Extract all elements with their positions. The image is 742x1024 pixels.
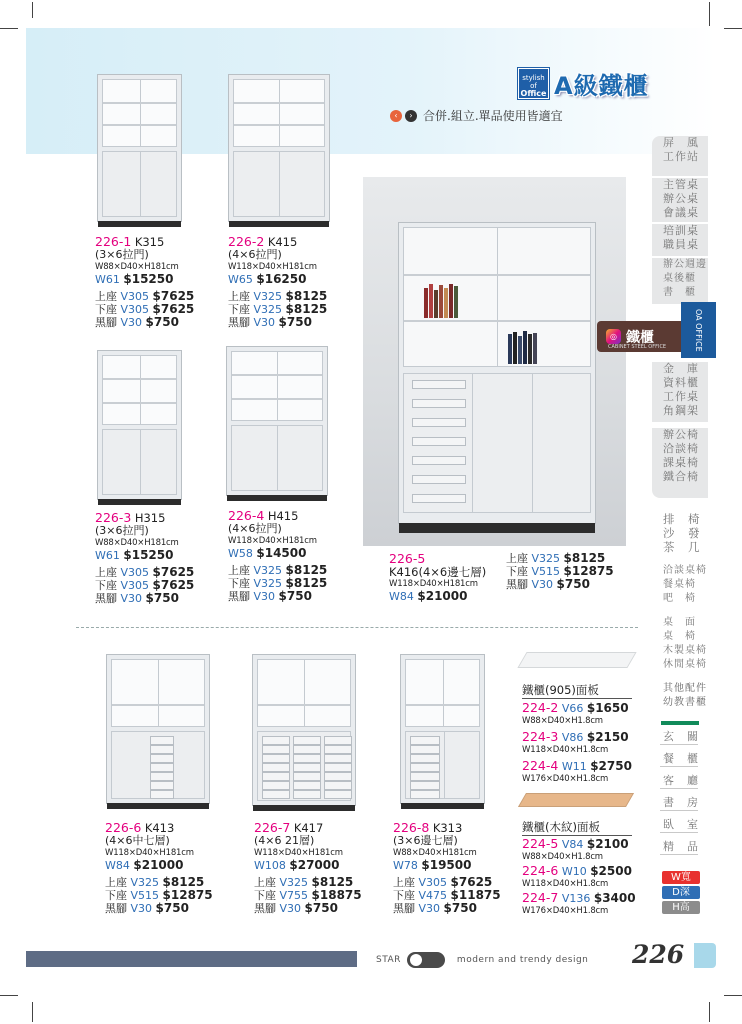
base-code: V325 [253,303,283,316]
panel-price: $2500 [590,864,632,878]
base-price: $750 [304,901,338,915]
sidebar-item[interactable]: 洽談椅 [663,442,699,455]
base-code: V755 [279,889,309,902]
base-code: V30 [253,590,276,603]
cabinet-image-226-7 [252,654,356,806]
panel-code: 224-2 [522,700,559,715]
product-226-1 [95,236,194,329]
panel-price-code: V66 [561,702,584,715]
product-model: K313 [432,821,463,835]
chevron-right-icon[interactable]: › [405,110,417,122]
base-price: $8125 [285,289,328,303]
base-label: 上座 [105,876,127,889]
base-code: V305 [418,876,448,889]
sidebar-item-label[interactable]: 玄 關 [663,730,699,743]
sidebar-section[interactable] [652,362,708,422]
panel-price-code: V86 [561,731,584,744]
tab-oa-office[interactable]: OA OFFICE [681,302,716,358]
panel-image-iron [517,652,636,668]
sidebar-section[interactable] [652,564,708,612]
legend-height: H高 [662,901,700,914]
product-desc: (4×6拉門) [228,522,282,535]
panel-dim: W176×D40×H1.8cm [522,906,609,916]
price-code: W84 [389,590,414,603]
base-price: $8125 [285,576,328,590]
sidebar-item[interactable] [652,774,708,788]
base-label: 下座 [228,303,250,316]
sidebar-item[interactable]: 鐵合椅 [663,470,699,483]
product-dim: W118×D40×H181cm [105,848,194,858]
sidebar-rule [660,788,698,789]
sidebar-item[interactable]: 沙 發 [663,526,701,540]
sidebar-item[interactable]: 培訓桌 [663,224,699,237]
price-code: W58 [228,547,253,560]
panel-price-code: V136 [561,892,591,905]
badge-label: 鐵櫃 [626,329,654,346]
product-desc: (3×6拉門) [95,524,149,537]
price: $21000 [133,858,184,872]
base-price: $750 [556,577,590,591]
price-code: W65 [228,273,253,286]
cabinet-image-226-3 [97,350,182,500]
sidebar-item[interactable]: 書 櫃 [663,287,696,298]
panel-code: 224-7 [522,890,559,905]
sidebar-item[interactable]: 餐桌椅 [663,579,696,590]
price: $16250 [256,272,307,286]
base-price: $8125 [311,875,354,889]
price: $21000 [417,589,468,603]
panel-code: 224-3 [522,729,559,744]
panel-dim: W88×D40×H1.8cm [522,852,603,862]
base-price: $8125 [285,563,328,577]
base-label: 上座 [228,290,250,303]
badge-sublabel: CABINET STEEL OFFICE [608,344,667,350]
sidebar-item[interactable]: 工作站 [663,150,699,163]
cabinet-image-226-4 [226,346,328,496]
panel-list-iron [522,684,632,785]
price-code: W78 [393,859,418,872]
sidebar-section[interactable] [652,136,708,176]
logo-line: Office [520,89,547,98]
panel-list-title: 鐵櫃(905)面板 [522,684,632,699]
base-label: 上座 [393,876,415,889]
product-dim: W88×D40×H181cm [95,262,179,272]
panel-list-title: 鐵櫃(木紋)面板 [522,821,632,836]
sidebar-item-label[interactable]: 臥 室 [663,818,699,831]
sidebar-item[interactable]: 角鋼架 [663,404,699,417]
base-label: 下座 [506,565,528,578]
product-code: 226-3 [95,510,132,525]
sidebar-section[interactable] [652,616,708,676]
sidebar-item[interactable]: 排 椅 [663,512,701,526]
product-code: 226-4 [228,508,265,523]
price: $27000 [289,858,340,872]
base-label: 上座 [228,564,250,577]
base-price: $750 [145,315,179,329]
base-label: 上座 [95,290,117,303]
base-price: $7625 [152,565,195,579]
product-model: K315 [134,235,165,249]
sidebar-item[interactable]: 桌後櫃 [663,273,696,284]
product-226-2 [228,236,327,329]
base-code: V325 [253,577,283,590]
base-price: $8125 [162,875,205,889]
base-label: 下座 [254,889,276,902]
product-desc: (3×6拉門) [95,248,149,261]
base-code: V325 [531,552,561,565]
cabinet-image-226-2 [228,74,330,222]
price: $14500 [256,546,307,560]
base-label: 下座 [95,303,117,316]
cabinet-image-226-1 [97,74,182,222]
sidebar-item[interactable]: 金 庫 [663,362,699,375]
product-226-6 [105,822,213,915]
product-226-5-bases [506,552,614,591]
panel-image-wood [518,793,634,807]
base-price: $750 [145,591,179,605]
sidebar-item[interactable]: 辦公椅 [663,428,699,441]
cabinet-image-226-8 [400,654,485,804]
product-226-7 [254,822,362,915]
panel-price: $2150 [586,730,629,744]
base-price: $12875 [563,564,614,578]
sidebar-divider [661,721,699,725]
base-price: $750 [278,589,312,603]
sidebar-item[interactable]: 休閒桌椅 [663,659,707,670]
base-label: 上座 [506,552,528,565]
sidebar-item-label[interactable]: 精 品 [663,840,699,853]
footer [376,952,588,968]
base-label: 下座 [393,889,415,902]
sidebar-item[interactable]: 屏 風 [663,136,699,149]
product-model: H315 [134,511,166,525]
base-price: $750 [155,901,189,915]
base-code: V30 [130,902,153,915]
sidebar-rule [660,854,698,855]
price-code: W61 [95,273,120,286]
panel-dim: W88×D40×H1.8cm [522,716,603,726]
sidebar-item[interactable]: 主管桌 [663,178,699,191]
product-226-3 [95,512,194,605]
panel-price-code: W10 [561,865,587,878]
sidebar-item[interactable]: 會議桌 [663,206,699,219]
product-dim: W88×D40×H181cm [95,538,179,548]
sidebar-item[interactable]: 桌 椅 [663,631,696,642]
toggle-icon[interactable] [407,952,445,968]
sidebar-section[interactable] [652,258,708,304]
page-tab [694,943,716,968]
product-desc: (4×6中七層) [105,834,170,847]
price-code: W108 [254,859,286,872]
panel-price: $1650 [586,701,629,715]
base-price: $7625 [152,289,195,303]
product-model: K413 [144,821,175,835]
product-model: K416(4×6邊七層) [389,565,487,579]
sidebar [652,128,716,920]
panel-list-wood [522,820,636,917]
base-code: V325 [130,876,160,889]
sidebar-item[interactable]: 吧 椅 [663,593,696,604]
sidebar-section[interactable] [652,428,708,498]
base-code: V305 [120,579,150,592]
base-code: V30 [531,578,554,591]
panel-code: 224-4 [522,758,559,773]
base-label: 黑腳 [393,902,415,915]
base-code: V325 [253,290,283,303]
product-226-8 [393,822,501,915]
base-label: 黑腳 [506,578,528,591]
panel-price-code: V84 [561,838,584,851]
sidebar-item[interactable]: 茶 几 [663,540,701,554]
product-code: 226-5 [389,551,426,566]
sidebar-item[interactable] [652,840,708,854]
base-label: 黑腳 [254,902,276,915]
product-model: K415 [267,235,298,249]
price: $19500 [421,858,472,872]
product-desc: (4×6 21層) [254,834,315,847]
product-model: H415 [267,509,299,523]
product-desc: (4×6拉門) [228,248,282,261]
sidebar-item[interactable]: 其他配件 [663,683,707,694]
product-dim: W88×D40×H181cm [393,848,477,858]
base-code: V30 [253,316,276,329]
chevron-left-icon[interactable]: ‹ [390,110,402,122]
cabinet-image-226-6 [106,654,210,804]
panel-price-code: W11 [561,760,587,773]
product-dim: W118×D40×H181cm [228,536,317,546]
product-226-4 [228,510,327,603]
base-label: 黑腳 [95,592,117,605]
sidebar-item-label[interactable]: 書 房 [663,796,699,809]
base-code: V475 [418,889,448,902]
panel-price: $3400 [593,891,636,905]
base-label: 黑腳 [228,590,250,603]
product-code: 226-8 [393,820,430,835]
price-code: W84 [105,859,130,872]
product-code: 226-2 [228,234,265,249]
sidebar-item[interactable]: 木製桌椅 [663,645,707,656]
sidebar-item[interactable]: 工作桌 [663,390,699,403]
base-label: 下座 [95,579,117,592]
base-price: $18875 [311,888,362,902]
base-price: $7625 [152,302,195,316]
sidebar-item[interactable]: 課桌椅 [663,456,699,469]
panel-dim: W176×D40×H1.8cm [522,774,609,784]
base-code: V515 [531,565,561,578]
sidebar-item[interactable]: 桌 面 [663,617,696,628]
sidebar-item[interactable]: 洽談桌椅 [663,565,707,576]
base-price: $750 [443,901,477,915]
sidebar-item[interactable]: 資料櫃 [663,376,699,389]
base-code: V325 [253,564,283,577]
sidebar-section[interactable] [652,224,708,256]
section-divider [76,627,638,628]
base-code: V30 [120,316,143,329]
price: $15250 [123,548,174,562]
sidebar-item[interactable] [652,818,708,832]
base-code: V30 [279,902,302,915]
product-dim: W118×D40×H181cm [254,848,343,858]
base-code: V30 [418,902,441,915]
sidebar-item[interactable] [652,730,708,744]
panel-dim: W118×D40×H1.8cm [522,879,609,889]
base-price: $7625 [450,875,493,889]
base-price: $11875 [450,888,501,902]
product-dim: W118×D40×H181cm [389,579,478,589]
sidebar-section[interactable] [652,682,708,716]
footer-toggle-label: STAR [376,955,401,965]
base-code: V515 [130,889,160,902]
base-label: 下座 [228,577,250,590]
sidebar-item[interactable]: 辦公週邊 [663,259,707,270]
product-desc: (3×6邊七層) [393,834,458,847]
base-code: V325 [279,876,309,889]
base-label: 黑腳 [228,316,250,329]
panel-code: 224-5 [522,836,559,851]
product-code: 226-1 [95,234,132,249]
sidebar-item[interactable] [652,796,708,810]
product-model: K417 [293,821,324,835]
page-title: A級鐵櫃 [554,72,649,100]
base-price: $750 [278,315,312,329]
tagline-text: 合併.組立.單品使用皆適宜 [423,109,563,123]
base-label: 黑腳 [105,902,127,915]
panel-code: 224-6 [522,863,559,878]
product-code: 226-7 [254,820,291,835]
tagline [390,107,563,124]
sidebar-section[interactable] [652,178,708,222]
sidebar-item[interactable]: 職員桌 [663,238,699,251]
logo-line: of [530,82,537,90]
sidebar-rule [660,810,698,811]
base-code: V305 [120,303,150,316]
product-code: 226-6 [105,820,142,835]
footer-bar [26,951,357,967]
brand-logo [518,68,549,99]
base-code: V305 [120,290,150,303]
sidebar-rule [660,832,698,833]
base-label: 下座 [105,889,127,902]
base-price: $8125 [563,551,606,565]
product-226-5 [389,553,486,603]
legend-width: W寬 [662,871,700,884]
base-price: $8125 [285,302,328,316]
logo-line: stylish [522,74,545,82]
sidebar-section[interactable] [652,512,708,562]
instagram-icon: ◎ [606,329,621,344]
base-code: V305 [120,566,150,579]
base-price: $12875 [162,888,213,902]
sidebar-item-label[interactable]: 客 廳 [663,774,699,787]
sidebar-item[interactable]: 辦公桌 [663,192,699,205]
page-number: 226 [632,940,685,969]
product-dim: W118×D40×H181cm [228,262,317,272]
panel-dim: W118×D40×H1.8cm [522,745,609,755]
price-code: W61 [95,549,120,562]
sidebar-item[interactable]: 幼教書櫃 [663,697,707,708]
sidebar-item-label[interactable]: 餐 櫃 [663,752,699,765]
panel-price: $2750 [590,759,632,773]
sidebar-item[interactable] [652,752,708,766]
sidebar-rule [660,766,698,767]
legend-depth: D深 [662,886,700,899]
price: $15250 [123,272,174,286]
cabinet-image-226-5 [398,222,596,524]
panel-price: $2100 [586,837,629,851]
footer-tagline: modern and trendy design [456,955,589,965]
base-label: 上座 [95,566,117,579]
sidebar-rule [660,744,698,745]
base-label: 上座 [254,876,276,889]
base-code: V30 [120,592,143,605]
base-label: 黑腳 [95,316,117,329]
base-price: $7625 [152,578,195,592]
